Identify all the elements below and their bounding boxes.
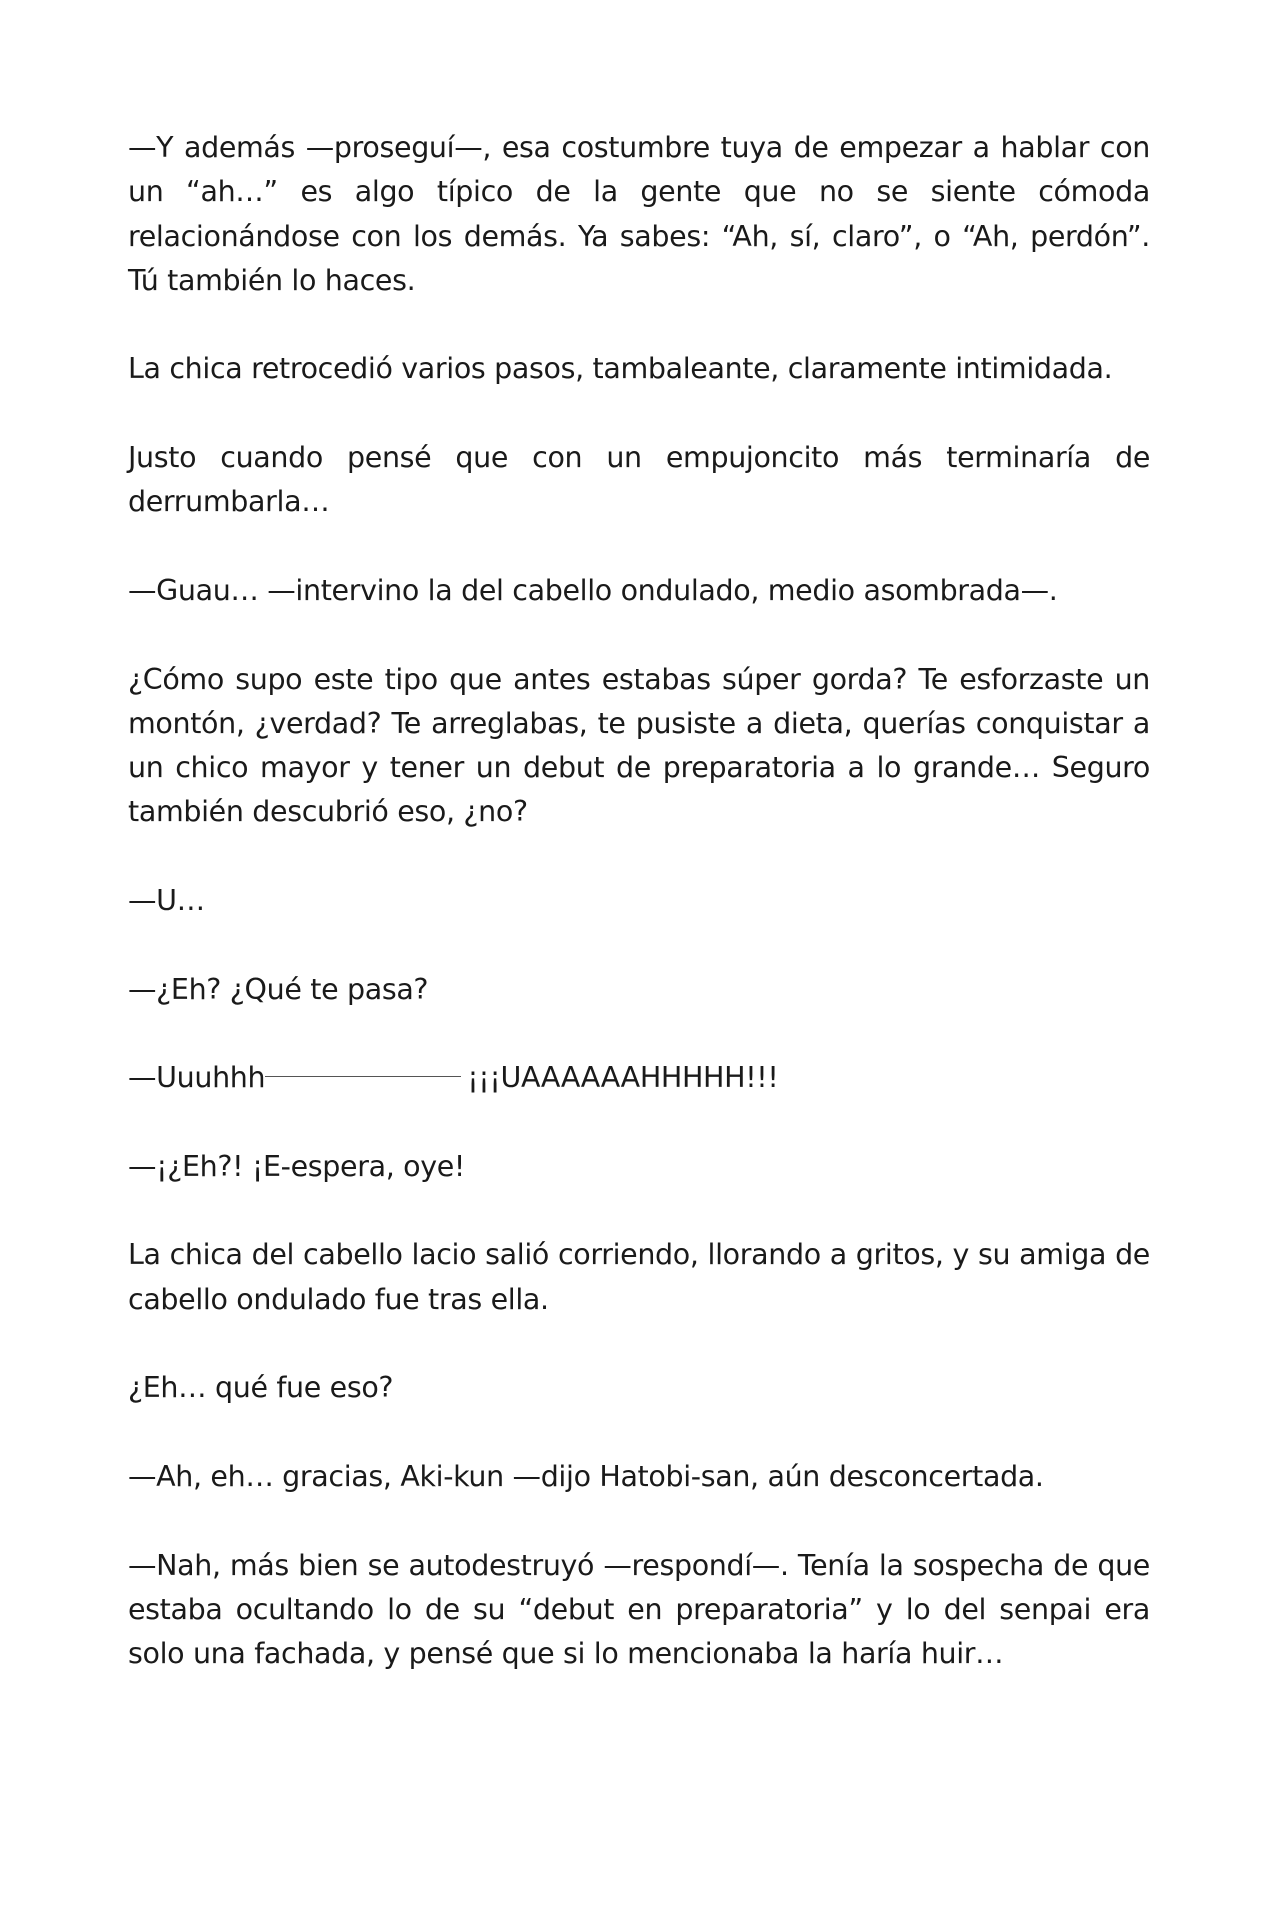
paragraph-2: La chica retrocedió varios pasos, tambaleante, claramente intimidada. <box>128 352 1113 386</box>
paragraph-5: ¿Cómo supo este tipo que antes estabas súper gorda? Te esforzaste un montón, ¿verdad? Te arreglabas, te pusiste a dieta, querías conquistar a un chico mayor y tener un debut de preparatoria a lo grande… Seguro también descubrió eso, ¿no? <box>128 662 1150 829</box>
paragraph-1: —Y además —proseguí—, esa costumbre tuya de empezar a hablar con un “ah…” es algo típico de la gente que no se siente cómoda relacionándose con los demás. Ya sabes: “Ah, sí, claro”, o “Ah, perdón”. Tú también lo haces. <box>128 131 1150 297</box>
long-dash-rule <box>265 1076 461 1077</box>
scream-end: ¡¡¡UAAAAAAHHHHH!!! <box>467 1061 779 1095</box>
paragraph-13: —Nah, más bien se autodestruyó —respondí—. Tenía la sospecha de que estaba ocultando lo de su “debut en preparatoria” y lo del senpai era solo una fachada, y pensé que si lo mencionaba la haría huir… <box>128 1548 1150 1671</box>
paragraph-12: —Ah, eh… gracias, Aki-kun —dijo Hatobi-san, aún desconcertada. <box>128 1459 1044 1493</box>
paragraph-6: —U… <box>128 884 205 918</box>
paragraph-4: —Guau… —intervino la del cabello ondulado, medio asombrada—. <box>128 573 1058 607</box>
paragraph-11: ¿Eh… qué fue eso? <box>128 1371 394 1405</box>
paragraph-3: Justo cuando pensé que con un empujoncito más terminaría de derrumbarla… <box>128 441 1150 519</box>
paragraph-10: La chica del cabello lacio salió corriendo, llorando a gritos, y su amiga de cabello ondulado fue tras ella. <box>128 1238 1150 1316</box>
paragraph-9: —¡¿Eh?! ¡E-espera, oye! <box>128 1149 465 1183</box>
scream-start: —Uuuhhh <box>128 1061 266 1095</box>
paragraph-7: —¿Eh? ¿Qué te pasa? <box>128 972 429 1006</box>
paragraph-8 <box>128 1056 1150 1100</box>
document-page <box>128 126 1150 1721</box>
